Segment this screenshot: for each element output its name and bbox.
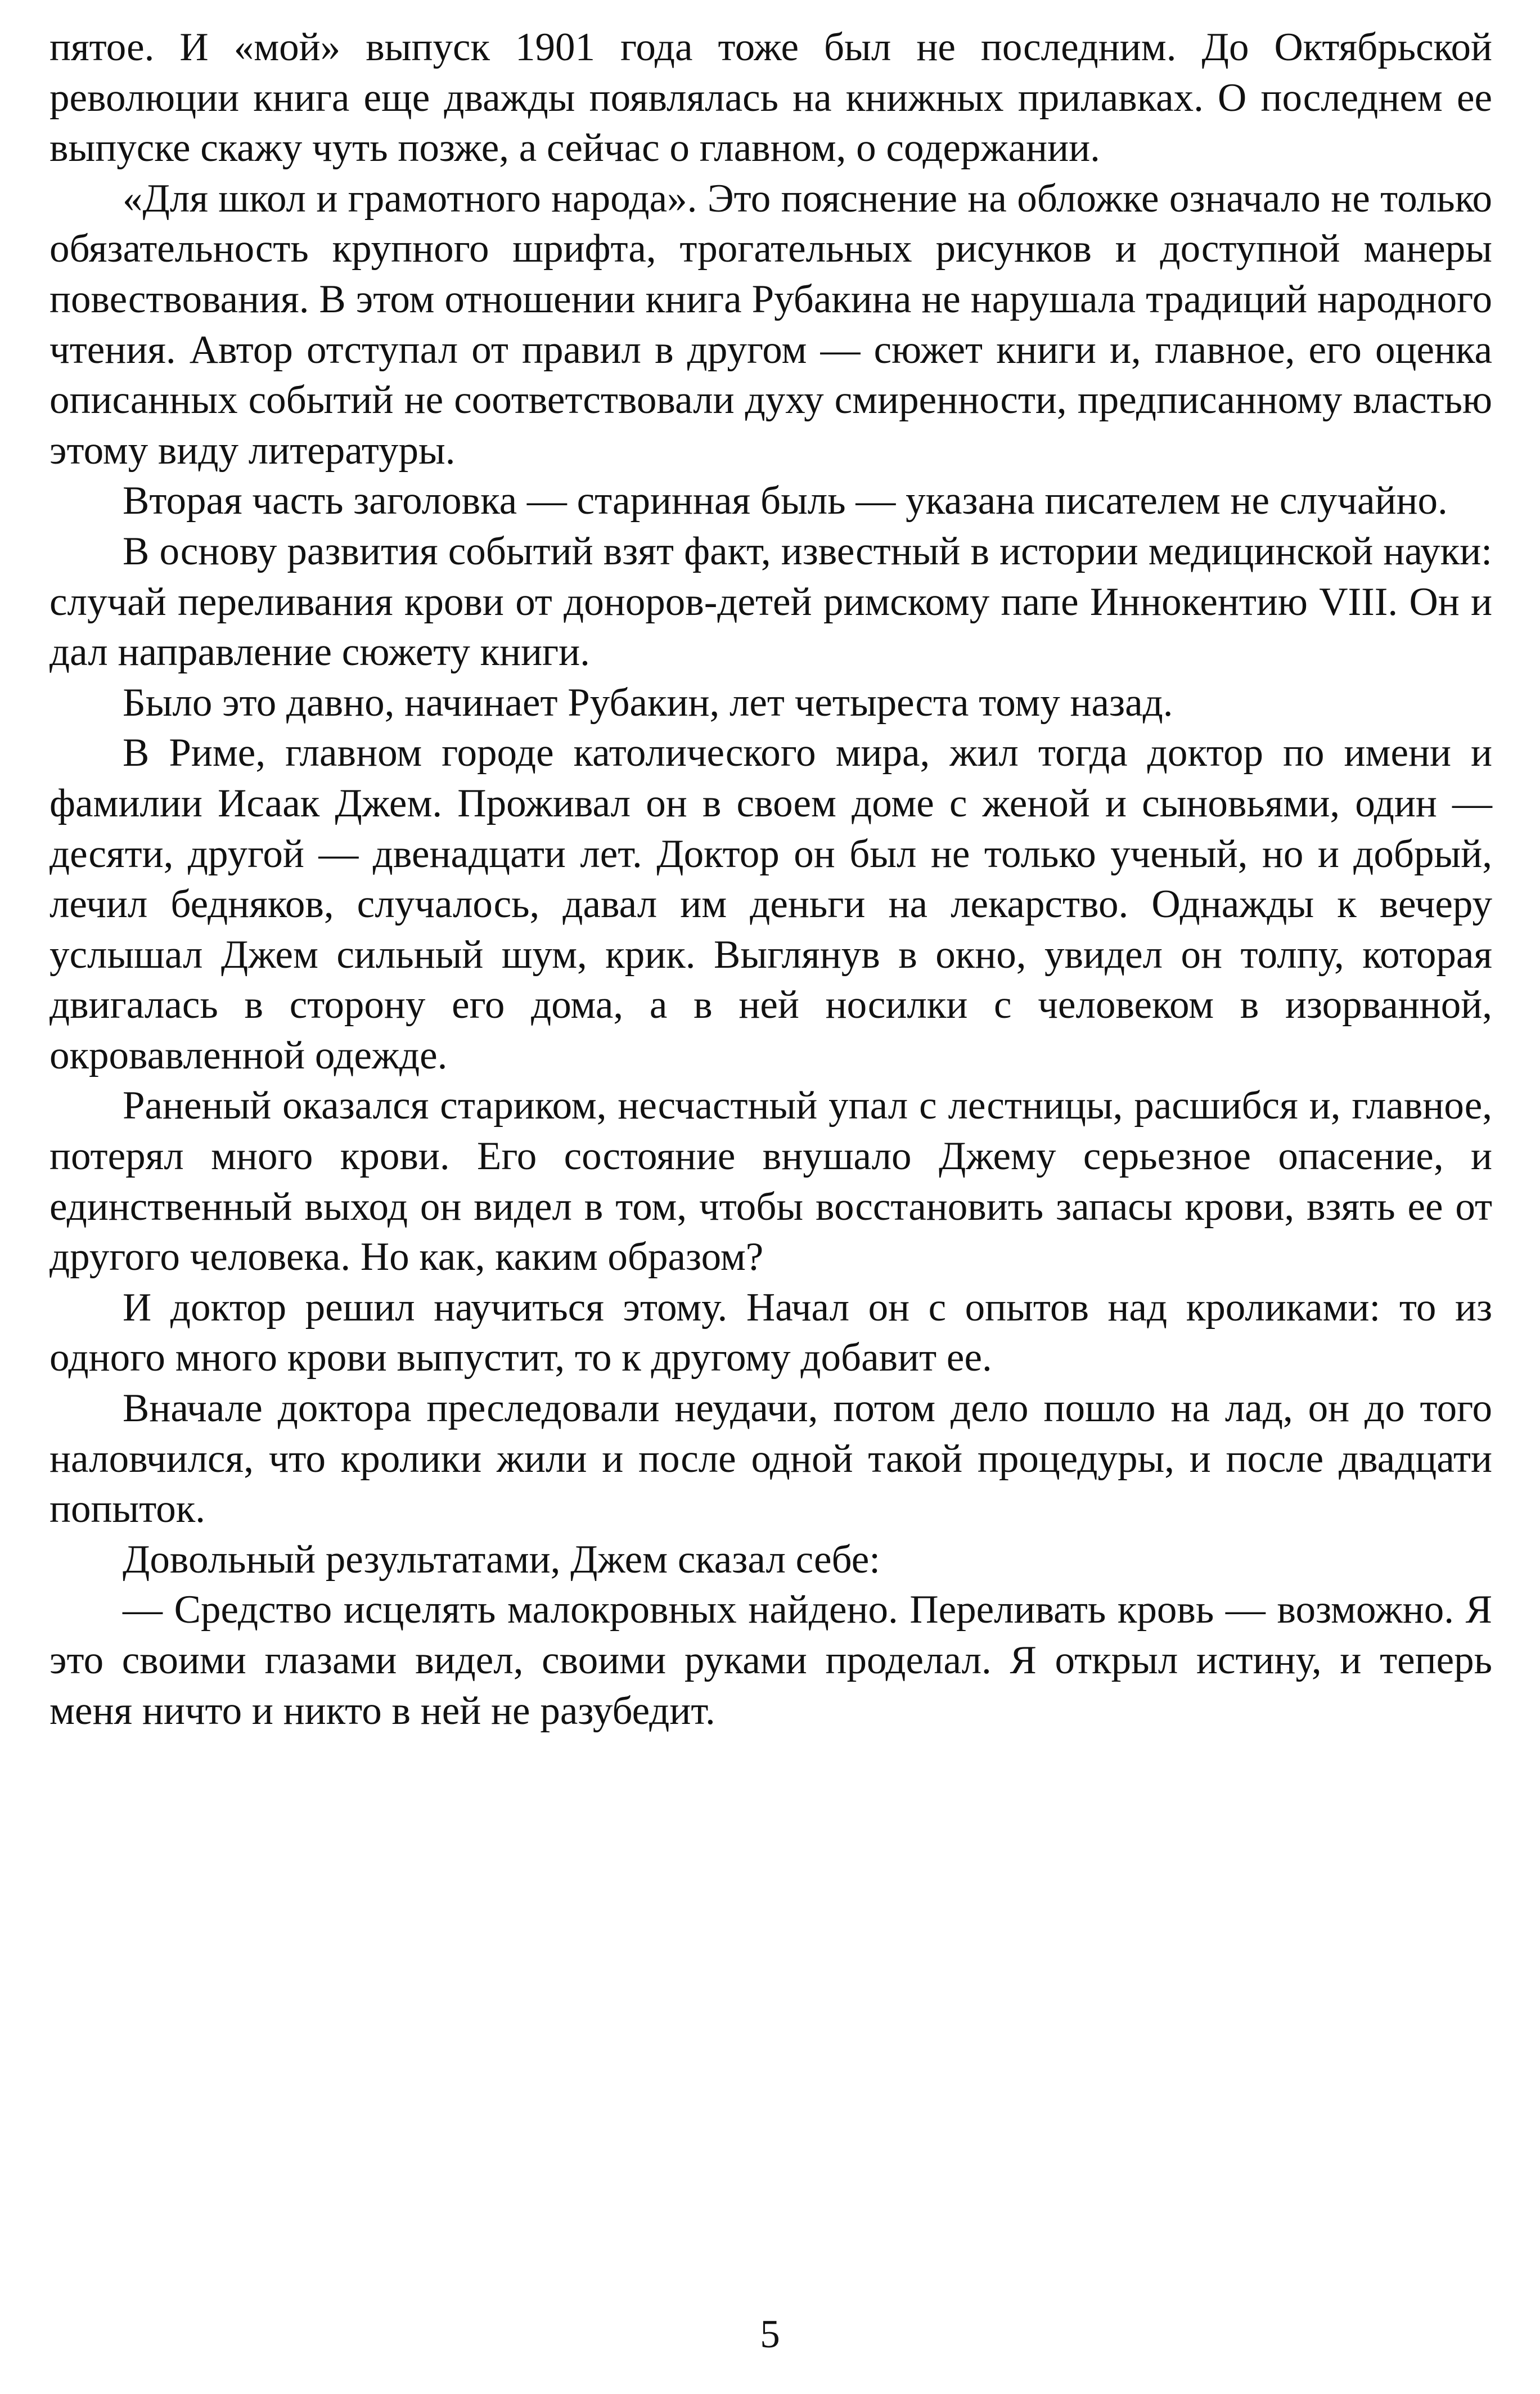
- paragraph-10: Довольный результатами, Джем сказал себе:: [123, 1537, 880, 1582]
- paragraph-6: В Риме, главном городе католического мира, жил тогда доктор по имени и фамилии Исаак Джем. Проживал он в своем доме с женой и сыновьями, один — десяти, другой — двенадцати лет. Доктор он был не только ученый, но и добрый, лечил бедняков, случалось, давал им деньги на лекарство. Однажды к вечеру услышал Джем сильный шум, крик. Выглянув в окно, увидел он толпу, которая двигалась в сторону его дома, а в ней носилки с человеком в изорванной, окровавленной одежде.: [49, 731, 1492, 1077]
- paragraph-11: — Средство исцелять малокровных найдено. Переливать кровь — возможно. Я это своими глазами видел, своими руками проделал. Я открыл истину, и теперь меня ничто и никто в ней не разубедит.: [49, 1588, 1492, 1733]
- paragraph-7: Раненый оказался стариком, несчастный упал с лестницы, расшибся и, главное, потерял много крови. Его состояние внушало Джему серьезное опасение, и единственный выход он видел в том, чтобы восстановить запасы крови, взять ее от другого человека. Но как, каким образом?: [49, 1084, 1492, 1279]
- body-text: [49, 23, 1492, 1736]
- page-number: 5: [760, 2312, 780, 2356]
- paragraph-4: В основу развития событий взят факт, известный в истории медицинской науки: случай переливания крови от доноров-детей римскому папе Иннокентию VIII. Он и дал направление сюжету книги.: [49, 529, 1492, 675]
- paragraph-3: Вторая часть заголовка — старинная быль — указана писателем не случайно.: [123, 479, 1448, 523]
- paragraph-2: «Для школ и грамотного народа». Это пояснение на обложке означало не только обязательность крупного шрифта, трогательных рисунков и доступной манеры повествования. В этом отношении книга Рубакина не нарушала традиций народного чтения. Автор отступал от правил в другом — сюжет книги и, главное, его оценка описанных событий не соответствовали духу смиренности, предписанному властью этому виду литературы.: [49, 176, 1492, 473]
- paragraph-1: пятое. И «мой» выпуск 1901 года тоже был не последним. До Октябрьской революции книга еще дважды появлялась на книжных прилавках. О последнем ее выпуске скажу чуть позже, а сейчас о главном, о содержании.: [49, 25, 1492, 170]
- paragraph-9: Вначале доктора преследовали неудачи, потом дело пошло на лад, он до того наловчился, что кролики жили и после одной такой процедуры, и после двадцати попыток.: [49, 1386, 1492, 1531]
- paragraph-8: И доктор решил научиться этому. Начал он с опытов над кроликами: то из одного много крови выпустит, то к другому добавит ее.: [49, 1285, 1492, 1380]
- paragraph-5: Было это давно, начинает Рубакин, лет четыреста тому назад.: [123, 680, 1173, 725]
